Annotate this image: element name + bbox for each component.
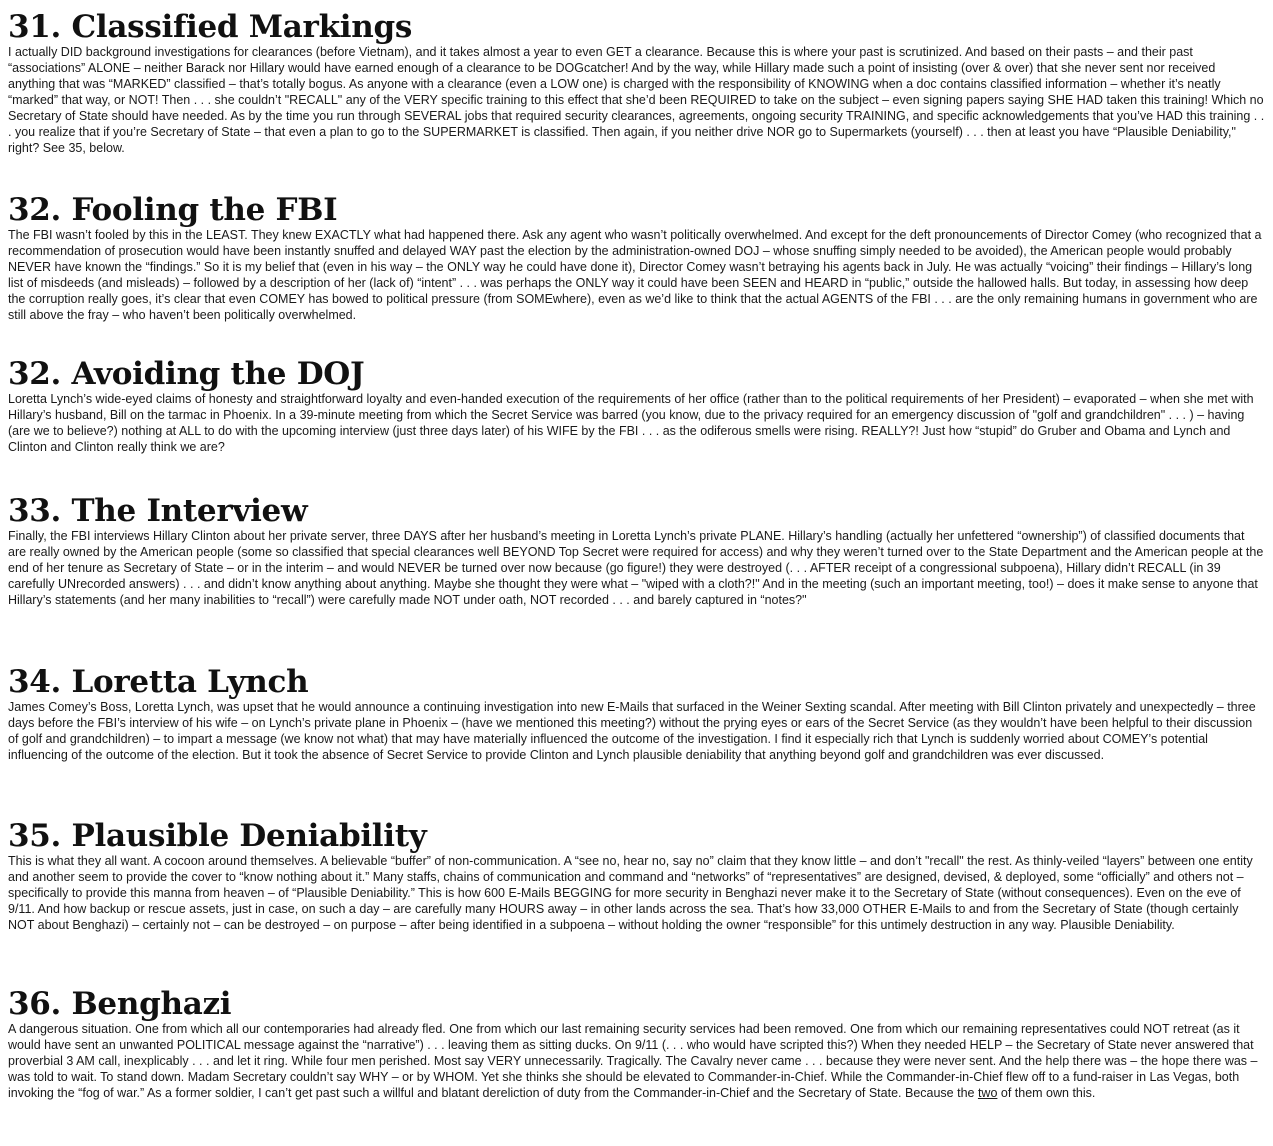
section-32-fooling-the-fbi [8, 193, 1266, 323]
section-33 [8, 494, 1266, 608]
section-heading: 36. Benghazi [8, 986, 232, 1022]
body-text: A dangerous situation. One from which all our contemporaries had already fled. One from which our last remaining security services had been removed. One from which our remaining representatives could NOT retreat (as it would have sent an unwanted POLITICAL message against the “narrative”) . . . leaving them as sitting ducks. On 9/11 (. . . who would have scripted this?) When they needed HELP – the Secretary of State never answered that proverbial 3 AM call, inexplicably . . . and let it ring. While four men perished. Most say VERY unnecessarily. Tragically. The Cavalry never came . . . because they were never sent. And the help there was – the hope there was – was told to wait. To stand down. Madam Secretary couldn’t say WHY – or by WHOM. Yet she thinks she should be elevated to Commander-in-Chief. While the Commander-in-Chief flew off to a fund-raiser in Las Vegas, both invoking the “fog of war.” As a former soldier, I can’t get past such a willful and blatant dereliction of duty from the Commander-in-Chief and the Secretary of State. Because the [8, 1022, 1258, 1100]
section-body: I actually DID background investigations for clearances (before Vietnam), and it takes almost a year to even GET a clearance. Because this is where your past is scrutinized. And based on their pasts – and their past “associations” ALONE – neither Barack nor Hillary would have earned enough of a clearance to be DOGcatcher! And by the way, while Hillary made such a point of insisting (over & over) that she never sent nor received anything that was “MARKED” classified – that’s totally bogus. As anyone with a clearance (even a LOW one) is charged with the responsibility of KNOWING when a doc contains classified information – whether it’s neatly “marked” that way, or NOT! Then . . . she couldn’t "RECALL" any of the VERY specific training to this effect that she’d been REQUIRED to take on the subject – even signing papers saying SHE HAD taken this training! Which no Secretary of State should have needed. As by the time you run through SEVERAL jobs that required security clearances, agreements, ongoing security TRAINING, and specific acknowledgements that you’ve HAD this training . . . you realize that if you’re Secretary of State – that even a plan to go to the SUPERMARKET is classified. Then again, if you neither drive NOR go to Supermarkets (yourself) . . . then at least you have “Plausible Deniability," right? See 35, below. [8, 45, 1265, 155]
section-body [8, 1021, 1266, 1101]
section-34 [8, 665, 1266, 763]
section-heading: 32. Fooling the FBI [8, 192, 338, 228]
section-body: Finally, the FBI interviews Hillary Clinton about her private server, three DAYS after her husband’s meeting in Loretta Lynch’s private PLANE. Hillary’s handling (actually her unfettered “ownership”) of classified documents that are really owned by the American people (some so classified that special clearances well BEYOND Top Secret were required for access) and why they weren’t turned over to the State Department and the American people at the end of her tenure as Secretary of State – or in the interim – and would NEVER be turned over now because (go figure!) they were destroyed (. . . AFTER receipt of a congressional subpoena), Hillary didn’t RECALL (in 39 carefully UNrecorded answers) . . . and didn’t know anything about anything. Maybe she thought they were what – "wiped with a cloth?!" And in the meeting (such an important meeting, too!) – does it make sense to anyone that Hillary’s statements (and her many inabilities to “recall”) were carefully made NOT under oath, NOT recorded . . . and barely captured in “notes?" [8, 529, 1264, 607]
section-heading: 35. Plausible Deniability [8, 818, 427, 854]
section-heading: 31. Classified Markings [8, 9, 413, 45]
section-body: James Comey’s Boss, Loretta Lynch, was upset that he would announce a continuing investigation into new E-Mails that surfaced in the Weiner Sexting scandal. After meeting with Bill Clinton privately and unexpectedly – three days before the FBI’s interview of his wife – on Lynch’s private plane in Phoenix – (have we mentioned this meeting?) without the prying eyes or ears of the Secret Service (as they wouldn’t have been helpful to their discussion of golf and grandchildren) – to impart a message (we know not what) that may have materially influenced the outcome of the investigation. I find it especially rich that Lynch is suddenly worried about COMEY’s potential influencing of the outcome of the election. But it took the absence of Secret Service to provide Clinton and Lynch plausible deniability that anything beyond golf and grandchildren was ever discussed. [8, 700, 1256, 762]
section-heading: 33. The Interview [8, 493, 308, 529]
section-body: The FBI wasn’t fooled by this in the LEAST. They knew EXACTLY what had happened there. Ask any agent who wasn’t politically overwhelmed. And except for the deft pronouncements of Director Comey (who recognized that a recommendation of prosecution would have been instantly snuffed and delayed WAY past the election by the administration-owned DOJ – whose snuffing simply needed to be avoided), the American people would probably NEVER have known the “findings.” So it is my belief that (even in his way – the ONLY way he could have done it), Director Comey wasn’t betraying his agents back in July. He was actually “voicing” their findings – Hillary’s long list of misdeeds (and misleads) – followed by a description of her (lack of) “intent” . . . was perhaps the ONLY way it could have been SEEN and HEARD in “public,” outside the hallowed halls. But today, in assessing how deep the corruption really goes, it’s clear that even COMEY has bowed to political pressure (from SOMEwhere), even as we’d like to think that the actual AGENTS of the FBI . . . are the only remaining humans in government who are still above the fray – who haven’t been politically overwhelmed. [8, 228, 1262, 322]
body-text-end: of them own this. [997, 1086, 1096, 1100]
underlined-word: two [977, 1086, 998, 1100]
section-body: This is what they all want. A cocoon around themselves. A believable “buffer” of non-communication. A “see no, hear no, say no” claim that they know little – and don’t "recall" the rest. As thinly-veiled “layers” between one entity and another seem to provide the cover to “know nothing about it.” Many staffs, chains of communication and command and “networks” of “representatives” are designed, devised, & deployed, some “officially” and others not – specifically to provide this manna from heaven – of “Plausible Deniability.” This is how 600 E-Mails BEGGING for more security in Benghazi never make it to the Secretary of State (without consequences). Even on the eve of 9/11. And how backup or rescue assets, just in case, on such a day – are carefully many HOURS away – in other lands across the sea. That’s how 33,000 OTHER E-Mails to and from the Secretary of State (though certainly NOT about Benghazi) – certainly not – can be destroyed – on purpose – after being identified in a subpoena – without holding the owner “responsible” for this untimely destruction in any way. Plausible Deniability. [8, 854, 1253, 932]
section-36 [8, 987, 1266, 1101]
section-31 [8, 10, 1266, 156]
section-body: Loretta Lynch’s wide-eyed claims of honesty and straightforward loyalty and even-handed execution of the requirements of her office (rather than to the political requirements of her President) – evaporated – when she met with Hillary’s husband, Bill on the tarmac in Phoenix. In a 39-minute meeting from which the Secret Service was barred (you know, due to the privacy required for an emergency discussion of "golf and grandchildren" . . . ) – having (are we to believe?) nothing at ALL to do with the upcoming interview (just three days later) of his WIFE by the FBI . . . as the odiferous smells were rising. REALLY?! Just how “stupid” do Gruber and Obama and Lynch and Clinton and Clinton really think we are? [8, 392, 1254, 454]
section-heading: 32. Avoiding the DOJ [8, 356, 365, 392]
section-heading: 34. Loretta Lynch [8, 664, 309, 700]
section-32-avoiding-the-doj [8, 357, 1266, 455]
section-35 [8, 819, 1266, 933]
